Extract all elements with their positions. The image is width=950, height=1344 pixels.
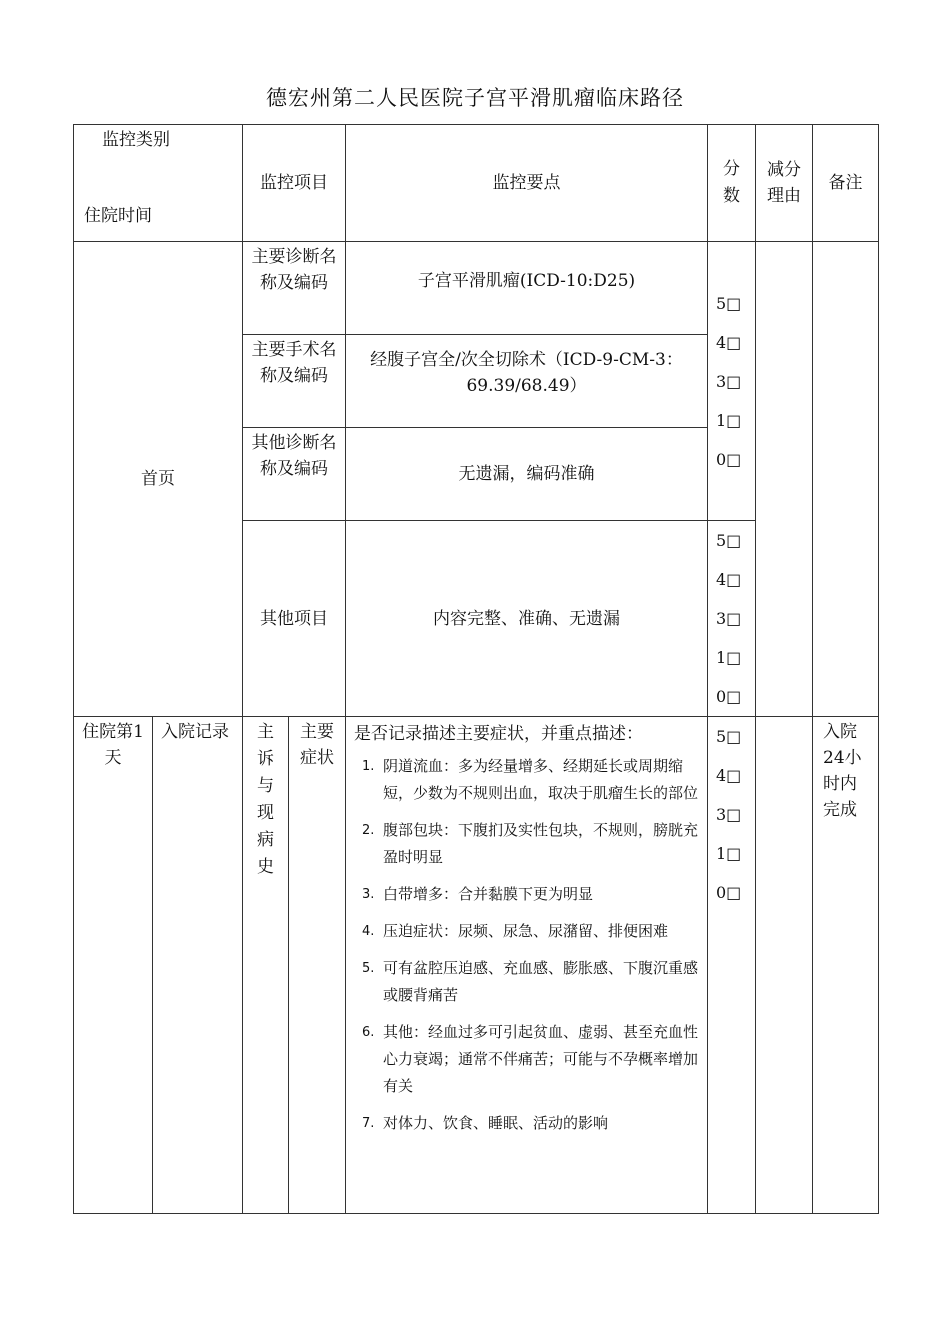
list-item: 7. 对体力、饮食、睡眠、活动的影响 bbox=[362, 1114, 609, 1132]
homepage-label: 首页 bbox=[74, 242, 243, 717]
homepage-score-options-2: 5□ 4□ 3□ 1□ 0□ bbox=[708, 521, 756, 717]
symptom-list bbox=[354, 753, 703, 1137]
list-item: 6. 其他：经血过多可引起贫血、虚弱、甚至充血性心力衰竭；通常不伴痛苦；可能与不孕概率增加有关 bbox=[362, 1023, 699, 1095]
table-row bbox=[74, 242, 879, 335]
point-main-surgery: 经腹子宫全/次全切除术（ICD-9-CM-3：69.39/68.49） bbox=[346, 335, 708, 428]
header-time-label: 住院时间 bbox=[84, 206, 152, 226]
point-main-diagnosis: 子宫平滑肌瘤(ICD-10:D25) bbox=[346, 242, 708, 335]
header-item: 监控项目 bbox=[243, 125, 346, 242]
homepage-deduction-cell[interactable] bbox=[756, 242, 813, 717]
header-points: 监控要点 bbox=[346, 125, 708, 242]
homepage-score-options-1: 5□ 4□ 3□ 1□ 0□ bbox=[708, 242, 756, 521]
page-title: 德宏州第二人民医院子宫平滑肌瘤临床路径 bbox=[266, 86, 684, 110]
clinical-pathway-table bbox=[73, 124, 879, 1214]
point-other-diagnosis: 无遗漏，编码准确 bbox=[346, 428, 708, 521]
list-item: 4. 压迫症状：尿频、尿急、尿潴留、排便困难 bbox=[362, 922, 669, 940]
day1-time: 住院第1天 bbox=[74, 717, 153, 1214]
day1-remark: 入院24小时内完成 bbox=[813, 717, 879, 1214]
list-item: 5. 可有盆腔压迫感、充血感、膨胀感、下腹沉重感或腰背痛苦 bbox=[362, 959, 699, 1004]
header-score: 分数 bbox=[708, 125, 756, 242]
header-row bbox=[74, 125, 879, 242]
list-item: 3. 白带增多：合并黏膜下更为明显 bbox=[362, 885, 594, 903]
item-main-diagnosis: 主要诊断名称及编码 bbox=[243, 242, 346, 335]
day1-section: 主诉与现病史 bbox=[243, 717, 289, 1214]
day1-deduction-cell[interactable] bbox=[756, 717, 813, 1214]
day1-record: 入院记录 bbox=[153, 717, 243, 1214]
header-deduction: 减分理由 bbox=[756, 125, 813, 242]
day1-points bbox=[346, 717, 708, 1214]
header-remark: 备注 bbox=[813, 125, 879, 242]
item-main-surgery: 主要手术名称及编码 bbox=[243, 335, 346, 428]
list-item: 1. 阴道流血：多为经量增多、经期延长或周期缩短，少数为不规则出血，取决于肌瘤生长的部位 bbox=[362, 757, 699, 802]
item-other: 其他项目 bbox=[243, 521, 346, 717]
item-other-diagnosis: 其他诊断名称及编码 bbox=[243, 428, 346, 521]
day1-item: 主要症状 bbox=[289, 717, 346, 1214]
header-category-label: 监控类别 bbox=[102, 130, 170, 150]
homepage-remark-cell bbox=[813, 242, 879, 717]
day1-lead: 是否记录描述主要症状，并重点描述： bbox=[354, 724, 643, 744]
list-item: 2. 腹部包块：下腹扪及实性包块，不规则，膀胱充盈时明显 bbox=[362, 821, 699, 866]
point-other: 内容完整、准确、无遗漏 bbox=[346, 521, 708, 717]
table-row bbox=[74, 717, 879, 1214]
header-category-cell bbox=[74, 125, 243, 242]
day1-score-options: 5□ 4□ 3□ 1□ 0□ bbox=[708, 717, 756, 1214]
